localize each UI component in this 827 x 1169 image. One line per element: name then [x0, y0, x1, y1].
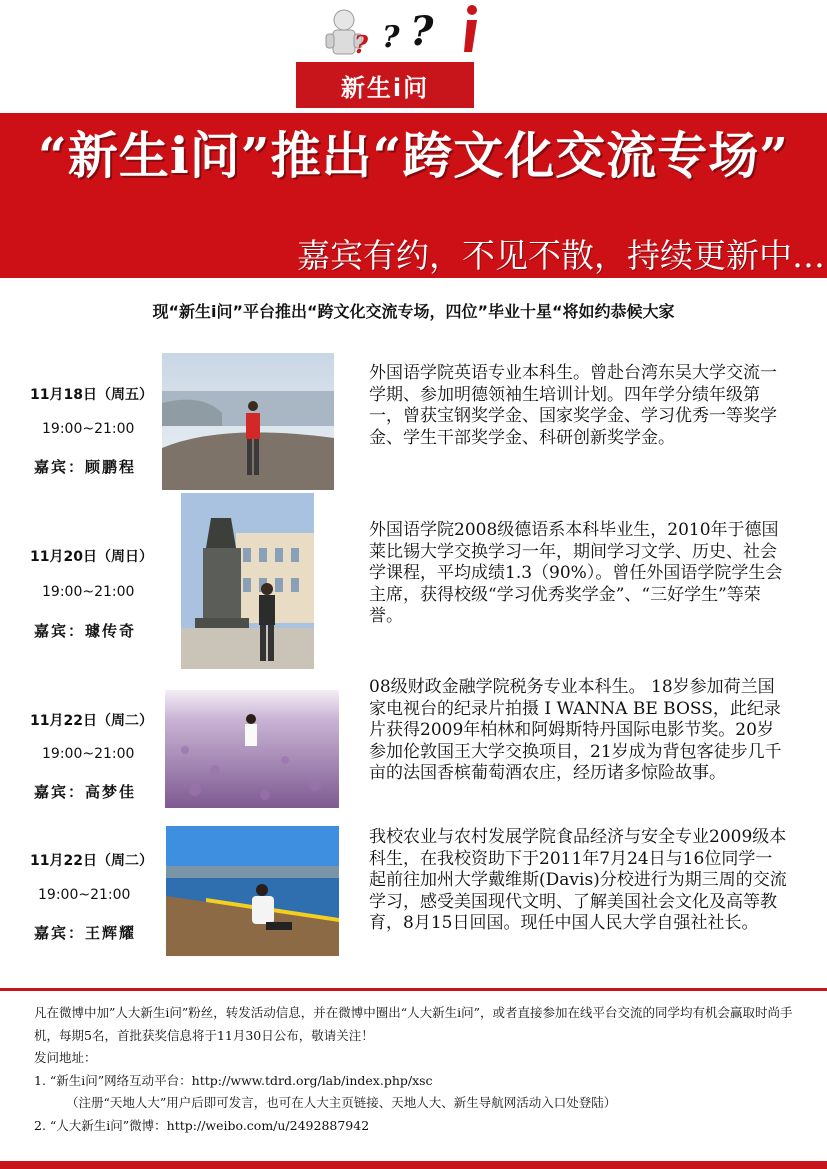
intro-text: 现“新生i问”平台推出“跨文化交流专场，四位”毕业十星“将如约恭候大家: [152, 302, 675, 321]
event-description: 外国语学院英语专业本科生。曾赴台湾东吴大学交流一学期、参加明德领袖生培训计划。四年学分绩年级第一，曾获宝钢奖学金、国家奖学金、学习优秀一等奖学金、学生干部奖学金、科研创新奖学金。: [369, 363, 777, 448]
event-time: 19:00~21:00: [42, 421, 135, 437]
footer-notice-text: 凡在微博中加”人大新生i问”粉丝，转发活动信息，并在微博中圈出“人大新生i问”，或者直接参加在线平台交流的同学均有机会赢取时尚手机，每期5名，首批获奖信息将于11月30日公布，敬请关注！: [34, 1005, 793, 1043]
event-guest: 嘉宾：王辉耀: [34, 924, 137, 942]
footer-red-bar: [0, 1161, 827, 1169]
event-guest: 嘉宾：顾鹏程: [34, 458, 137, 476]
event-time: 19:00~21:00: [42, 746, 135, 762]
guest-photo-lavender-field: [165, 690, 339, 808]
event-time: 19:00~21:00: [42, 584, 135, 600]
question-mark: ?: [354, 30, 369, 59]
event-date: 11月20日（周日）: [30, 549, 153, 565]
event-guest: 嘉宾：高梦佳: [34, 783, 137, 801]
event-guest: 嘉宾：璩传奇: [34, 622, 137, 640]
event-date: 11月18日（周五）: [30, 387, 153, 403]
footer-weibo-link[interactable]: 2. “人大新生i问”微博：http://weibo.com/u/2492887942: [34, 1117, 370, 1133]
question-mark: ?: [410, 8, 434, 55]
event-time: 19:00~21:00: [38, 887, 131, 903]
event-description: 我校农业与农村发展学院食品经济与安全专业2009级本科生，在我校资助下于2011年7月24日与16位同学一起前往加州大学戴维斯(Davis)分校进行为期三周的交流学习，感受美国现代文明、了解美国社会文化及高等教育，8月15日回国。现任中国人民大学自强社社长。: [369, 827, 787, 934]
event-description: 外国语学院2008级德语系本科毕业生，2010年于德国莱比锡大学交换学习一年，期间学习文学、历史、社会学课程，平均成绩1.3（90%）。曾任外国语学院学生会主席，获得校级“学习优秀奖学金”、“三好学生”等荣誉。: [369, 520, 783, 627]
event-description: 08级财政金融学院税务专业本科生。 18岁参加荷兰国家电视台的纪录片拍摄 I WANNA BE BOSS，此纪录片获得2009年柏林和阿姆斯特丹国际电影节奖。20岁参加伦敦国王大学交换项目，21岁成为背包客徒步几千亩的法国香槟葡萄酒农庄，经历诸多惊险故事。: [369, 677, 782, 784]
event-date: 11月22日（周二）: [30, 713, 153, 729]
footer-register-note: （注册“天地人大”用户后即可发言，也可在人大主页链接、天地人大、新生导航网活动入口处登陆）: [66, 1095, 617, 1110]
footer-address-label: 发问地址：: [34, 1050, 97, 1065]
guest-photo-pier: [166, 826, 339, 956]
guest-photo-seaside: [162, 353, 334, 490]
red-i-icon: [458, 4, 482, 54]
logo-plate: [296, 62, 474, 108]
footer-notice: [34, 1002, 804, 1137]
banner-title: “新生i问”推出“跨文化交流专场”: [37, 126, 790, 185]
footer-divider: [0, 988, 827, 991]
question-mark: ?: [382, 20, 400, 55]
guest-photo-statue: [181, 493, 314, 669]
footer-platform-link[interactable]: 1. “新生i问”网络互动平台：http://www.tdrd.org/lab/index.php/xsc: [34, 1072, 433, 1088]
logo-plate-text: 新生i问: [340, 73, 430, 102]
event-date: 11月22日（周二）: [30, 853, 153, 869]
banner-subtitle: 嘉宾有约，不见不散，持续更新中…: [297, 236, 825, 275]
